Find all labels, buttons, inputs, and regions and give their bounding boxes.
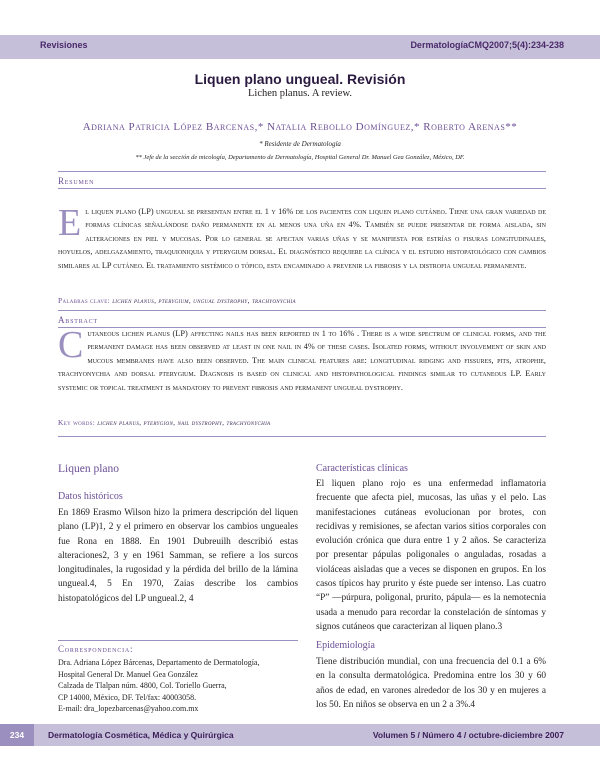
keywords-list: lichen planus, pterygion, nail dystrophy, trachyonychia — [97, 418, 271, 427]
journal-name: Dermatología Cosmética, Médica y Quirúrgica — [48, 730, 234, 740]
authors: Adriana Patricia López Barcenas,* Natalia Rebollo Domínguez,* Roberto Arenas** — [82, 121, 518, 133]
divider — [58, 171, 546, 172]
caracteristicas-heading: Características clínicas — [316, 463, 408, 474]
section-label: Revisiones — [40, 40, 88, 50]
resumen-keywords — [58, 296, 546, 305]
correspondence-line: Dra. Adriana López Bárcenas, Departamento de Dermatología, — [58, 658, 260, 667]
article-title: Liquen plano ungueal. Revisión — [194, 71, 406, 87]
correspondence-heading: Correspondencia: — [58, 644, 134, 654]
divider — [58, 436, 546, 437]
abstract-text: utaneous lichen planus (LP) affecting nails has been reported in 1 to 16% . There is a wide spectrum of clinical forms, and the permanent damage has been observed at least in one nail in 4% of these cases. Isolated forms, without involvement of skin and mucous membranes have also been observed. The main clinical features are: longitudinal ridging and fissures, pits, atrophie, trachyonychia and dorsal pterygium. Diagnosis is based on clinical and histopathological findings similar to cutaneous LP. Early systemic or topical treatment is mandatory to prevent fibrosis and permanent ungueal dystrophy. — [58, 329, 546, 392]
article-subtitle: Lichen planus. A review. — [247, 88, 352, 99]
divider — [58, 640, 298, 641]
divider — [58, 310, 546, 311]
liquen-plano-heading: Liquen plano — [58, 463, 119, 475]
correspondence-email: E-mail: dra_lopezbarcenas@yahoo.com.mx — [58, 704, 199, 714]
affiliation-chief: ** Jefe de la sección de micología, Departamento de Dermatología, Hospital General Dr. Manuel Gea González, México, DF. — [135, 154, 465, 161]
correspondence-line: Hospital General Dr. Manuel Gea González — [58, 669, 198, 679]
correspondence-line: CP 14000, México, DF. Tel/fax: 40003058. — [58, 692, 197, 702]
epidemiologia-text: Tiene distribución mundial, con una frecuencia del 0.1 a 6% en la consulta dermatológica. Predomina entre los 30 y 60 años de edad, en varones alrededor de los 30 y en mujeres a los 50. En niños se observa en un 2 a 3%.4 — [316, 657, 546, 710]
caracteristicas-text: El liquen plano rojo es una enfermedad inflamatoria frecuente que afecta piel, mucosas, las uñas y el pelo. Las manifestaciones cutáneas evolucionan por brotes, con recidivas y remisiones, se afectan varios sitios corporales con evolución crónica que dura entre 1 y 2 años. Se caracteriza por presentar pápulas poligonales o anguladas, rosadas a violáceas aisladas que a veces se disponen en grupos. En los casos típicos hay prurito y éste puede ser intenso. Las cuatro “P” —púrpura, poligonal, prurito, pápula— es la nemotecnia usada a menudo para recordar la constelación de síntomas y signos cutáneos que caracterizan al liquen plano.3 — [316, 479, 546, 632]
page-number: 234 — [0, 724, 34, 746]
datos-historicos-text: En 1869 Erasmo Wilson hizo la primera descripción del liquen plano (LP)1, 2 y el primero en observar los cambios ungueales fue Rona en 1888. En 1901 Dubreuilh describió estas alteraciones2, 3 y en 1961 Samman, se refiere a los surcos longitudinales, la rugosidad y la pérdida del brillo de la lámina ungueal.4, 5 En 1970, Zaias describe los cambios histopatológicos del LP ungueal.2, 4 — [58, 508, 298, 604]
journal-reference: DermatologíaCMQ2007;5(4):234-238 — [410, 40, 564, 50]
resumen-body — [58, 202, 546, 272]
epidemiologia-heading: Epidemiología — [316, 640, 375, 651]
abstract-body — [58, 324, 546, 394]
keywords-label: Palabras clave: — [58, 296, 110, 305]
issue-info: Volumen 5 / Número 4 / octubre-diciembre 2007 — [372, 730, 564, 740]
resumen-text: l liquen plano (LP) ungueal se presentan entre el 1 y 16% de los pacientes con liquen plano cutáneo. Tiene una gran variedad de formas clínicas señalándose daño permanente en al menos una uña en 4%. También se puede presentar de forma aislada, sin alteraciones en piel y mucosas. Por lo general se afectan varias uñas y se manifiesta por estrías o fisuras longitudinales, hoyuelos, adelgazamiento, traquioniquia y pterygium dorsal. El diagnóstico requiere la clínica y el estudio histopatológico con cambios similares al LP cutáneo. El tratamiento sistémico o tópico, esta encaminado a prevenir la fibrosis y la distrofia ungueal permanente. — [58, 207, 546, 270]
resumen-dropcap: E — [58, 202, 82, 244]
resumen-heading: Resumen — [58, 176, 95, 186]
keywords-label: Key words: — [58, 418, 96, 427]
datos-historicos-heading: Datos históricos — [58, 491, 123, 502]
affiliation-residents: * Residente de Dermatología — [259, 140, 341, 148]
abstract-heading: Abstract — [58, 315, 98, 325]
divider — [58, 188, 546, 189]
abstract-keywords — [58, 418, 546, 427]
correspondence-block — [58, 657, 298, 715]
abstract-dropcap: C — [58, 324, 84, 366]
keywords-list: lichen planus, pterygium, ungual dystrophy, trachyonychia — [112, 296, 296, 305]
correspondence-line: Calzada de Tlalpan núm. 4800, Col. Toriello Guerra, — [58, 681, 227, 691]
